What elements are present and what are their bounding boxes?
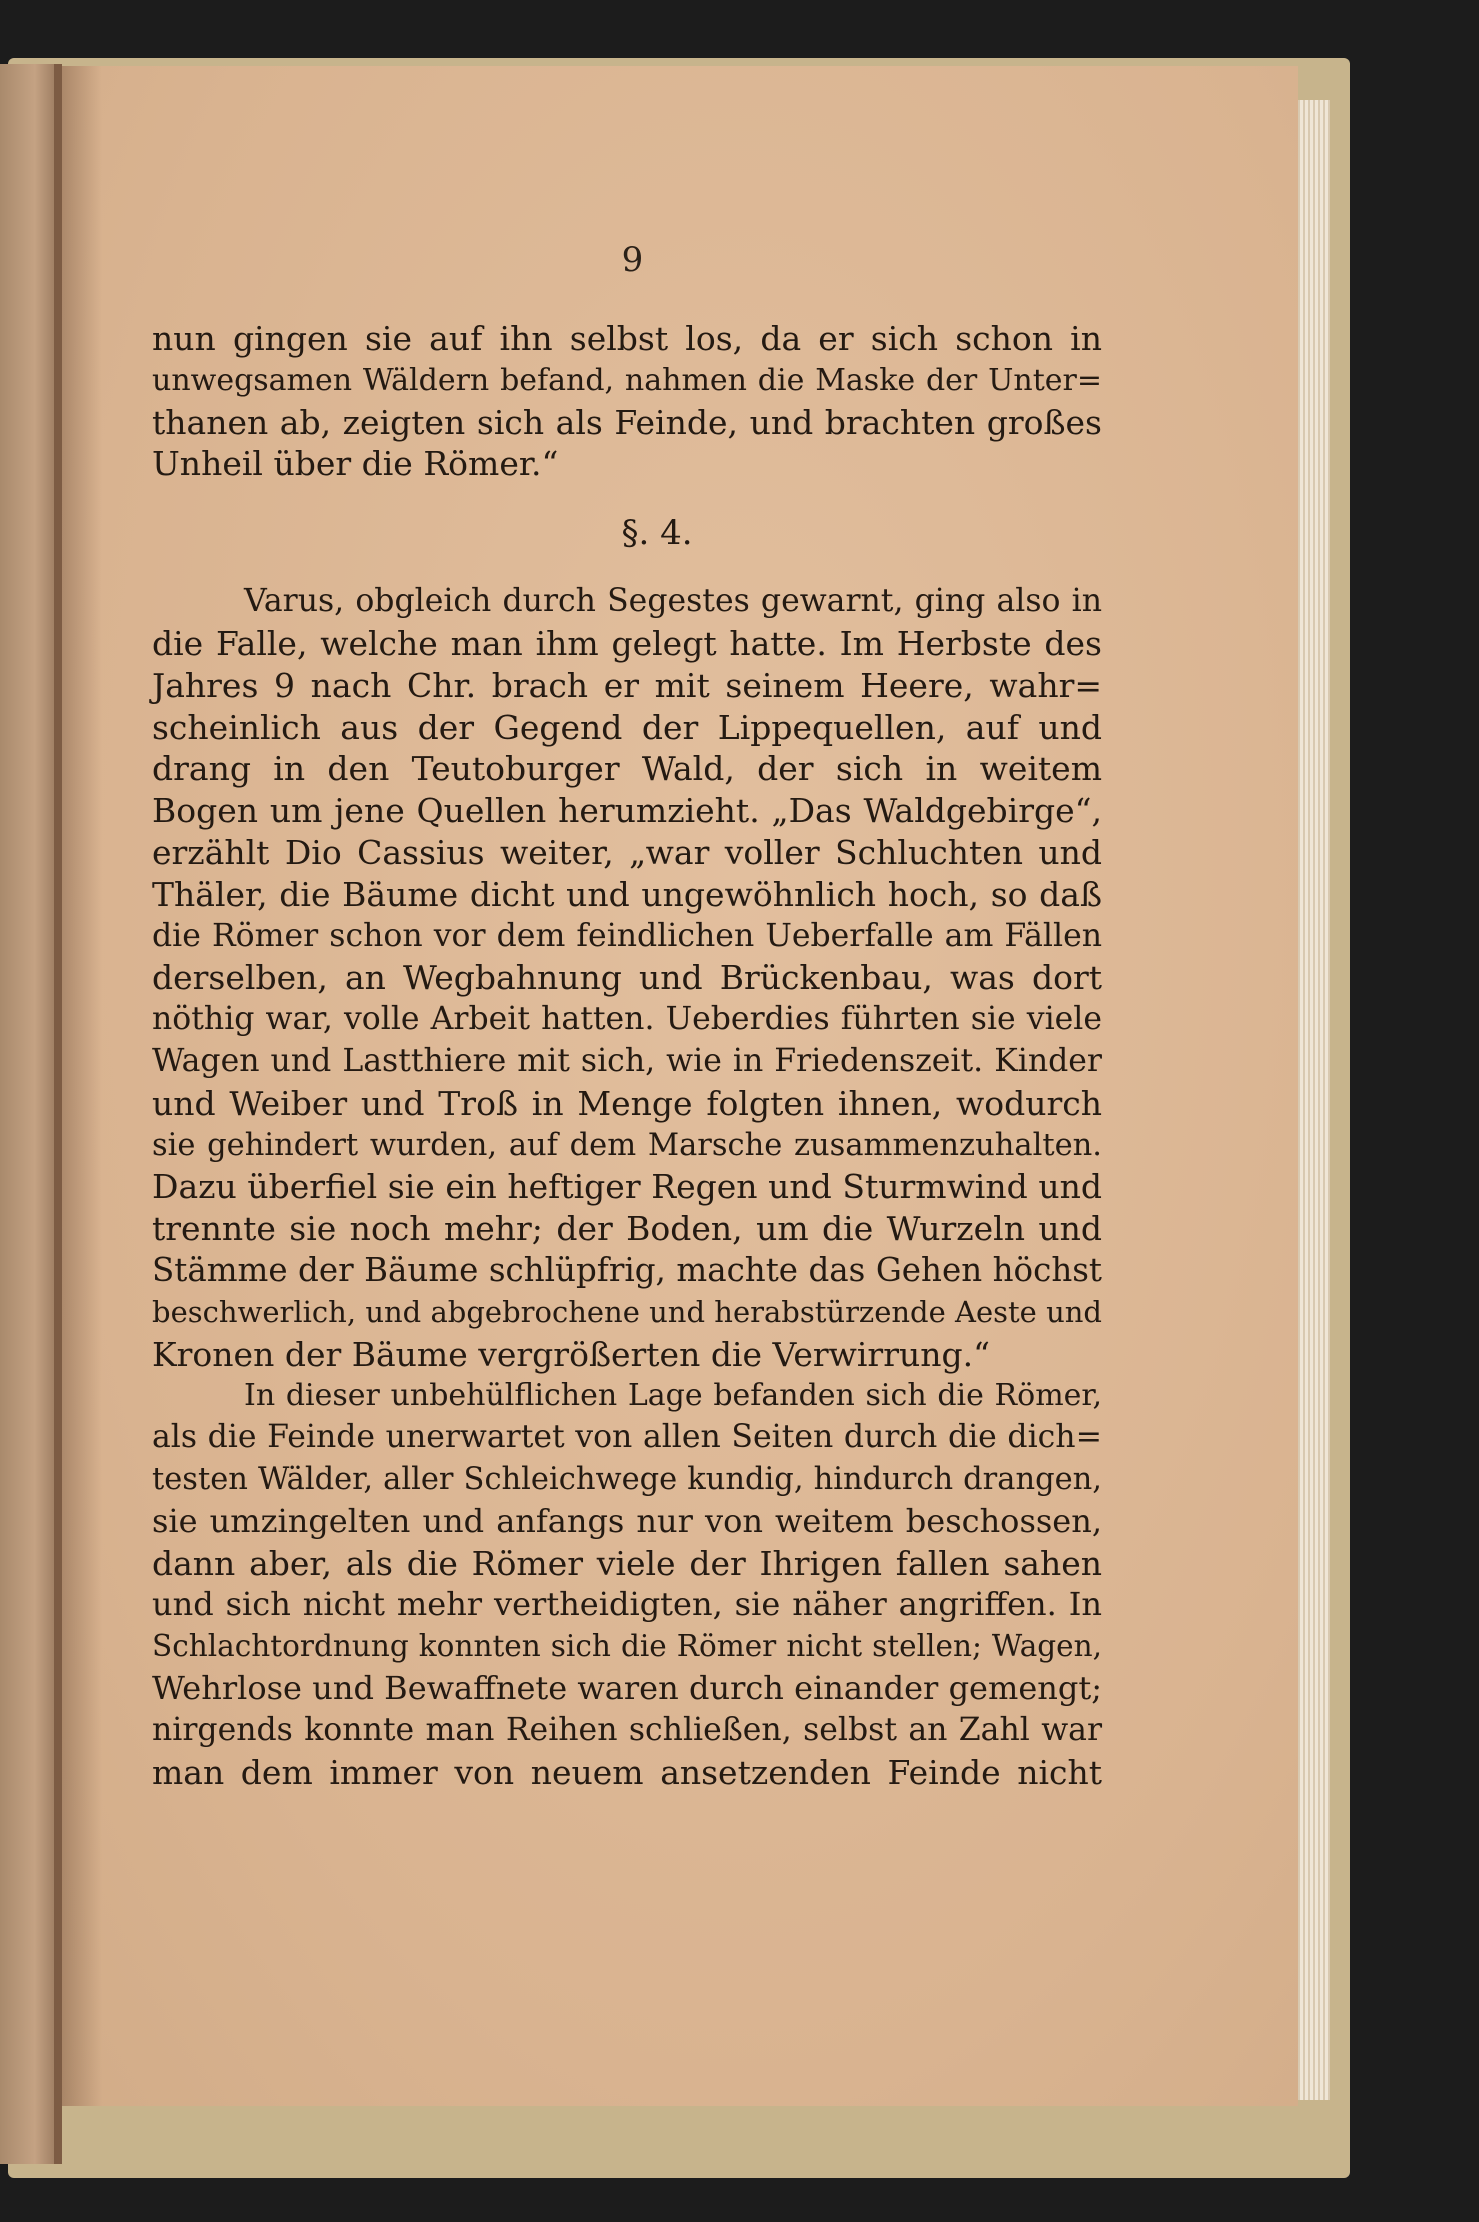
text-line: Wagen und Lastthiere mit sich, wie in Friedenszeit. Kinder (152, 1042, 1102, 1079)
binding-gutter (54, 64, 62, 2164)
text-line: nirgends konnte man Reihen schließen, selbst an Zahl war (152, 1711, 1102, 1748)
text-line: thanen ab, zeigten sich als Feinde, und brachten großes (152, 402, 1102, 442)
page-text (152, 318, 1102, 1793)
text-line: drang in den Teutoburger Wald, der sich in weitem (152, 749, 1102, 789)
text-line: Stämme der Bäume schlüpfrig, machte das Gehen höchst (152, 1250, 1102, 1289)
text-line: die Falle, welche man ihm gelegt hatte. Im Herbste des (152, 623, 1102, 663)
text-line: unwegsamen Wäldern befand, nahmen die Maske der Unter= (152, 362, 1102, 398)
text-line: trennte sie noch mehr; der Boden, um die Wurzeln und (152, 1209, 1102, 1249)
text-line: erzählt Dio Cassius weiter, „war voller Schluchten und (152, 832, 1102, 872)
section-heading: §. 4. (621, 513, 693, 554)
text-line: Jahres 9 nach Chr. brach er mit seinem Heere, wahr= (152, 665, 1102, 705)
text-line: derselben, an Wegbahnung und Brückenbau, was dort (152, 958, 1102, 998)
text-line: nöthig war, volle Arbeit hatten. Ueberdies führten sie viele (152, 1001, 1102, 1038)
paragraph (152, 581, 1102, 1375)
text-line: Kronen der Bäume vergrößerten die Verwirrung.“ (152, 1334, 990, 1374)
text-line: beschwerlich, und abgebrochene und herabstürzende Aeste und (152, 1294, 1102, 1329)
text-line: Schlachtordnung konnten sich die Römer nicht stellen; Wagen, (152, 1629, 1102, 1664)
text-line: testen Wälder, aller Schleichwege kundig, hindurch drangen, (152, 1461, 1102, 1497)
text-line: Thäler, die Bäume dicht und ungewöhnlich hoch, so daß (152, 874, 1102, 914)
text-line: Varus, obgleich durch Segestes gewarnt, ging also in (244, 583, 1102, 620)
text-line: die Römer schon vor dem feindlichen Ueberfalle am Fällen (152, 917, 1102, 954)
text-line: nun gingen sie auf ihn selbst los, da er sich schon in (152, 319, 1102, 358)
text-line: Wehrlose und Bewaffnete waren durch einander gemengt; (152, 1668, 1102, 1707)
text-line: Unheil über die Römer.“ (152, 444, 559, 484)
gutter-shadow (62, 66, 102, 2106)
paragraph-continued (152, 318, 1102, 485)
text-line: als die Feinde unerwartet von allen Seiten durch die dich= (152, 1419, 1102, 1456)
text-line: Bogen um jene Quellen herumzieht. „Das Waldgebirge“, (152, 791, 1102, 831)
page-number: 9 (621, 240, 644, 280)
text-line: Dazu überfiel sie ein heftiger Regen und Sturmwind und (152, 1167, 1102, 1207)
text-line: sie umzingelten und anfangs nur von weitem beschossen, (152, 1501, 1102, 1540)
text-line: man dem immer von neuem ansetzenden Feinde nicht (152, 1752, 1102, 1792)
text-line: sie gehindert wurden, auf dem Marsche zusammenzuhalten. (152, 1127, 1102, 1163)
text-line: scheinlich aus der Gegend der Lippequellen, auf und (152, 707, 1102, 747)
text-line: In dieser unbehülflichen Lage befanden sich die Römer, (244, 1378, 1102, 1414)
text-line: und Weiber und Troß in Menge folgten ihnen, wodurch (152, 1083, 1102, 1123)
text-line: dann aber, als die Römer viele der Ihrigen fallen sahen (152, 1543, 1102, 1583)
previous-page-edge (0, 64, 58, 2164)
text-line: und sich nicht mehr vertheidigten, sie näher angriffen. In (152, 1585, 1102, 1624)
paragraph (152, 1375, 1102, 1793)
